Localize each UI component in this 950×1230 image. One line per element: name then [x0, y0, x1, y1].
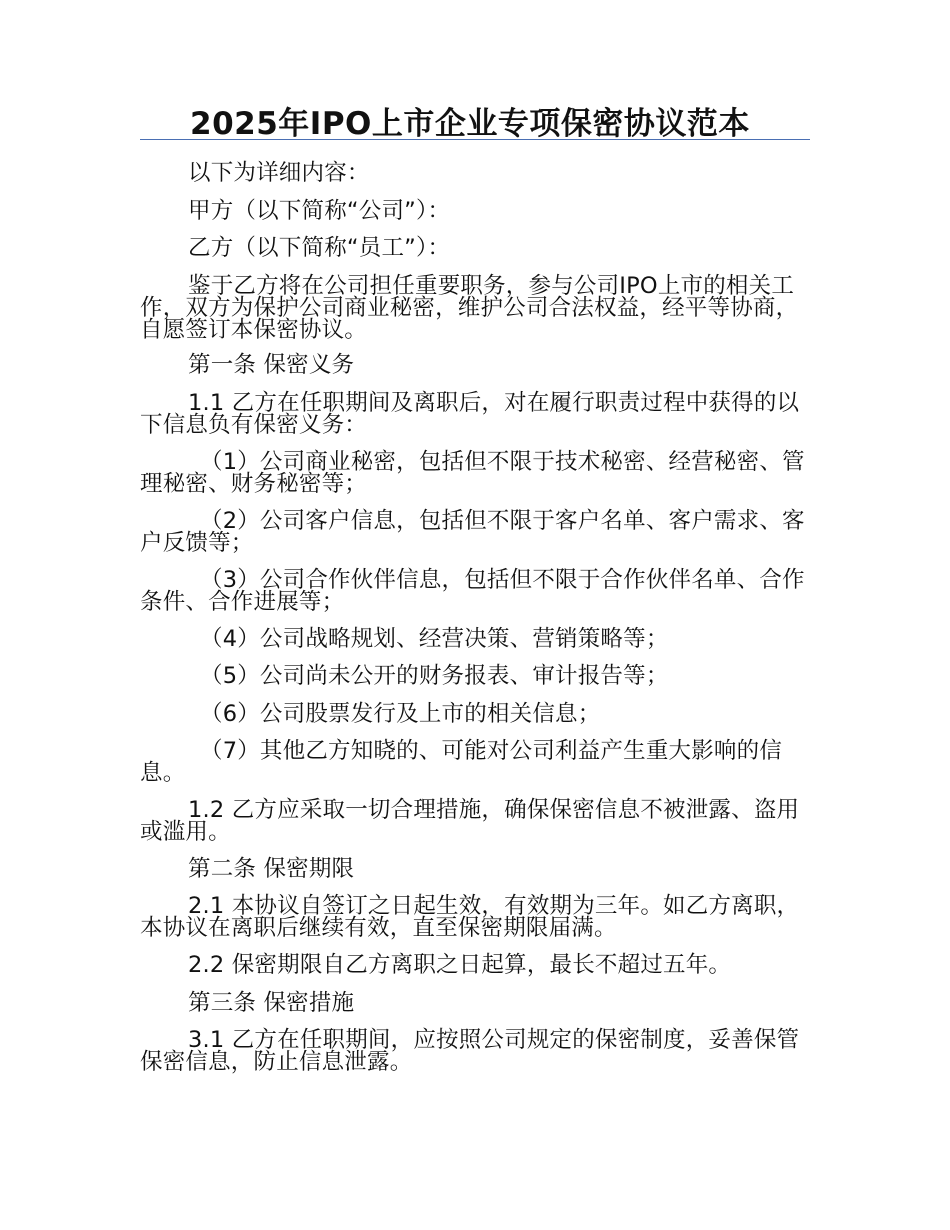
clause-2-1: 2.1 本协议自签订之日起生效，有效期为三年。如乙方离职，本协议在离职后继续有效，直至保密期限届满。 [140, 893, 800, 941]
article-1-heading: 第一条 保密义务 [188, 352, 355, 378]
clause-2-2: 2.2 保密期限自乙方离职之日起算，最长不超过五年。 [188, 952, 732, 978]
preamble-paragraph: 鉴于乙方将在公司担任重要职务，参与公司IPO上市的相关工作，双方为保护公司商业秘密，维护公司合法权益，经平等协商，自愿签订本保密协议。 [140, 273, 799, 343]
article-3-heading: 第三条 保密措施 [188, 990, 355, 1016]
clause-1-1: 1.1 乙方在任职期间及离职后，对在履行职责过程中获得的以下信息负有保密义务： [140, 390, 800, 438]
title-underline [140, 139, 810, 140]
clause-1-2: 1.2 乙方应采取一切合理措施，确保保密信息不被泄露、盗用或滥用。 [140, 797, 800, 845]
intro-line: 以下为详细内容： [188, 160, 370, 186]
article-2-heading: 第二条 保密期限 [188, 856, 355, 882]
party-b-line: 乙方（以下简称“员工”）： [188, 235, 451, 261]
list-item-7: （7）其他乙方知晓的、可能对公司利益产生重大影响的信息。 [140, 738, 783, 786]
document-title: 2025年IPO上市企业专项保密协议范本 [190, 106, 750, 142]
list-item-5: （5）公司尚未公开的财务报表、审计报告等； [200, 663, 669, 689]
list-item-2: （2）公司客户信息，包括但不限于客户名单、客户需求、客户反馈等； [140, 508, 805, 556]
list-item-6: （6）公司股票发行及上市的相关信息； [200, 701, 601, 727]
party-a-line: 甲方（以下简称“公司”）： [188, 198, 451, 224]
clause-3-1: 3.1 乙方在任职期间，应按照公司规定的保密制度，妥善保管保密信息，防止信息泄露。 [140, 1027, 800, 1075]
list-item-1: （1）公司商业秘密，包括但不限于技术秘密、经营秘密、管理秘密、财务秘密等； [140, 449, 805, 497]
list-item-4: （4）公司战略规划、经营决策、营销策略等； [200, 626, 669, 652]
list-item-3: （3）公司合作伙伴信息，包括但不限于合作伙伴名单、合作条件、合作进展等； [140, 567, 805, 615]
